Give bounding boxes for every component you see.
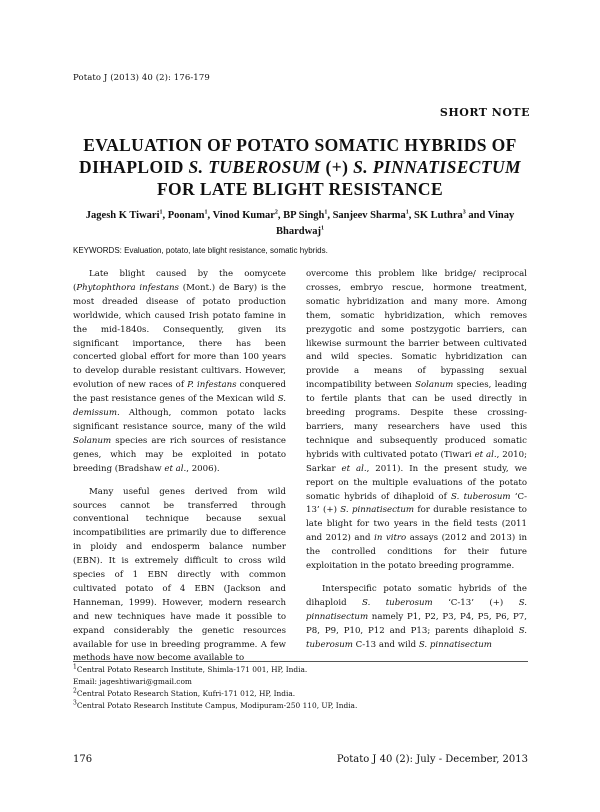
keywords-text: Evaluation, potato, late blight resistance, somatic hybrids.	[121, 246, 328, 255]
title-line-2: DIHAPLOID S. TUBEROSUM (+) S. PINNATISECTUM	[79, 157, 521, 177]
paragraph: overcome this problem like bridge/ reciprocal crosses, embryo rescue, hormone treatment, somatic hybridization and many more. Among them, somatic hybridization, which removes prezygotic and some postzygotic barriers, can likewise surmount the barrier between cultivated and wild species. Somatic hybridization can provide a means of bypassing sexual incompatibility between Solanum species, leading to fertile plants that can be used directly in breeding programs. Despite these crossing-barriers, many researchers have used this technique and subsequently produced somatic hybrids with cultivated potato (Tiwari et al., 2010; Sarkar et al., 2011). In the present study, we report on the multiple evaluations of the potato somatic hybrids of dihaploid of S. tuberosum ‘C-13’ (+) S. pinnatisectum for durable resistance to late blight for two years in the field tests (2011 and 2012) and in vitro assays (2012 and 2013) in the controlled conditions for their future exploitation in the potato breeding programme.	[306, 269, 528, 572]
author-list: Jagesh K Tiwari$^1$, Poonam$^1$, Vinod Kumar$^2$, BP Singh$^1$, Sanjeev Sharma$^1$, SK Luthra$^3$ and Vinay Bhardwaj$^1$	[85, 209, 515, 237]
running-footer: Potato J 40 (2): July - December, 2013	[336, 754, 528, 765]
author-name: Sanjeev Sharma	[332, 210, 406, 221]
article-title	[60, 134, 540, 200]
author-name: Vinod Kumar	[212, 210, 275, 221]
author-name: Poonam	[167, 210, 205, 221]
paragraph: Interspecific potato somatic hybrids of the dihaploid S. tuberosum ‘C-13’ (+) S. pinnatisectum namely P1, P2, P3, P4, P5, P6, P7, P8, P9, P10, P12 and P13; parents dihaploid S. tuberosum C-13 and wild S. pinnatisectum	[306, 583, 527, 650]
paragraph: Late blight caused by the oomycete (Phytophthora infestans (Mont.) de Bary) is the most dreaded disease of potato production worldwide, which caused Irish potato famine in the mid-1840s. Consequently, given its significant importance, there has been concerted global effort for more than 100 years to develop durable resistant cultivars. However, evolution of new races of P. infestans conquered the past resistance genes of the Mexican wild S. demissum. Although, common potato lacks significant resistance source, many of the wild Solanum species are rich sources of resistance genes, which may be exploited in potato breeding (Bradshaw et al., 2006).	[73, 269, 286, 474]
footnote: Email: jageshtiwari@gmail.com	[73, 677, 192, 686]
keywords-label: KEYWORDS:	[73, 246, 122, 255]
paragraph: Many useful genes derived from wild sources cannot be transferred through conventional technique because sexual incompatibilities are primarily due to difference in ploidy and endosperm balance number (EBN). It is extremely difficult to cross wild species of 1 EBN directly with common cultivated potato of 4 EBN (Jackson and Hanneman, 1999). However, modern research and new techniques have made it possible to expand considerably the genetic resources available for use in breeding programme. A few methods have now become available to	[73, 486, 286, 664]
footnotes	[73, 664, 533, 712]
footnote: $^3$Central Potato Research Institute Campus, Modipuram-250 110, UP, India.	[73, 699, 358, 710]
footnote: $^1$Central Potato Research Institute, Shimla-171 001, HP, India.	[73, 663, 308, 674]
journal-citation: Potato J (2013) 40 (2): 176-179	[73, 73, 210, 83]
footnote-divider	[73, 661, 528, 662]
left-column	[73, 268, 286, 675]
footnote: $^2$Central Potato Research Station, Kufri-171 012, HP, India.	[73, 687, 296, 698]
keywords	[73, 246, 328, 255]
author-name: SK Luthra	[414, 210, 463, 221]
author-name: Jagesh K Tiwari	[85, 210, 160, 221]
right-column	[306, 268, 527, 661]
page-number: 176	[73, 754, 93, 765]
author-name: BP Singh	[283, 210, 325, 221]
section-label: SHORT NOTE	[439, 106, 530, 119]
title-line-1: EVALUATION OF POTATO SOMATIC HYBRIDS OF	[83, 135, 517, 155]
title-line-3: FOR LATE BLIGHT RESISTANCE	[156, 179, 444, 199]
author-name: Vinay Bhardwaj	[276, 210, 515, 237]
